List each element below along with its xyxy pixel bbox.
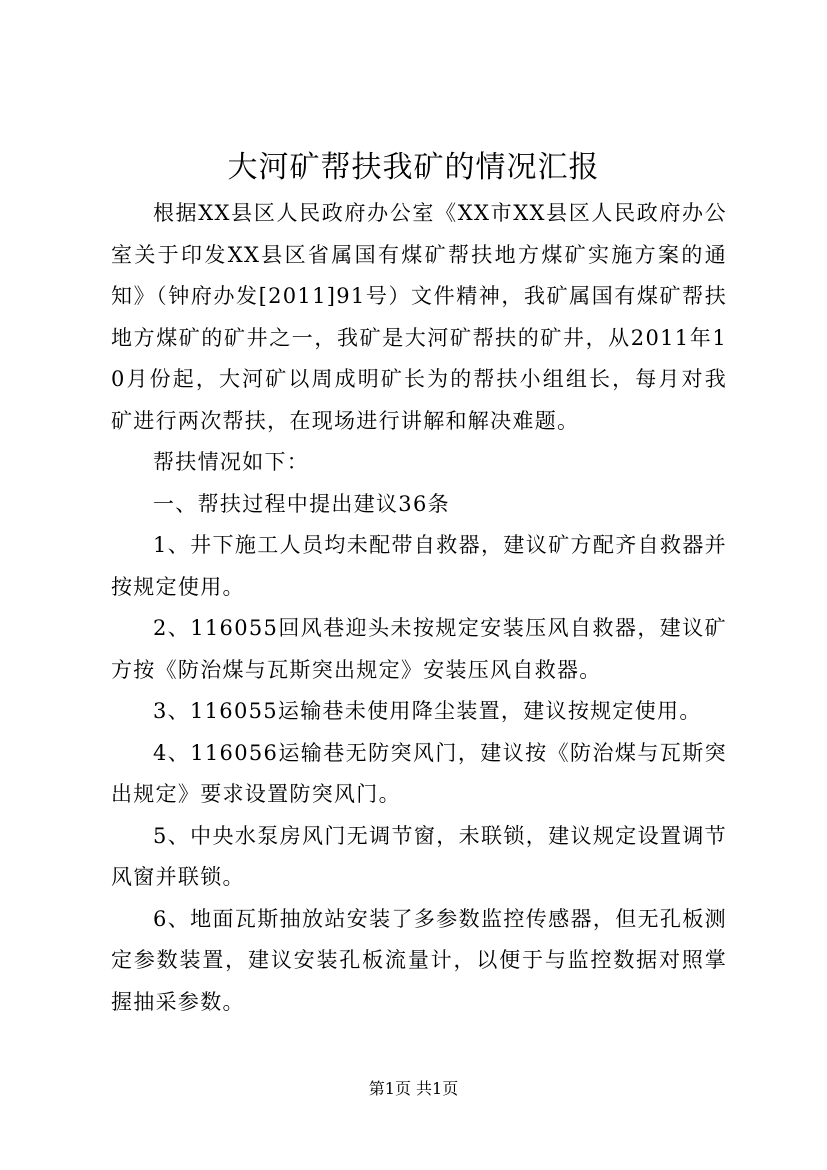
paragraph-item-2: 2、116055回风巷迎头未按规定安装压风自救器，建议矿方按《防治煤与瓦斯突出规定》安装压风自救器。: [111, 616, 727, 682]
page-title: 大河矿帮扶我矿的情况汇报: [227, 150, 600, 185]
paragraph-intro: 根据XX县区人民政府办公室《XX市XX县区人民政府办公室关于印发XX县区省属国有煤矿帮扶地方煤矿实施方案的通知》（钟府办发[2011]91号）文件精神，我矿属国有煤矿帮扶地方煤矿的矿井之一，我矿是大河矿帮扶的矿井，从2011年10月份起，大河矿以周成明矿长为的帮扶小组组长，每月对我矿进行两次帮扶，在现场进行讲解和解决难题。: [111, 201, 727, 433]
page-footer: 第1页 共1页: [368, 1079, 459, 1098]
paragraph-item-5: 5、中央水泵房风门无调节窗，未联锁，建议规定设置调节风窗并联锁。: [111, 823, 727, 889]
paragraph-item-1: 1、井下施工人员均未配带自救器，建议矿方配齐自救器并按规定使用。: [111, 533, 727, 599]
paragraph-situation-heading: 帮扶情况如下：: [153, 450, 310, 474]
paragraph-item-6: 6、地面瓦斯抽放站安装了多参数监控传感器，但无孔板测定参数装置，建议安装孔板流量计，以便于与监控数据对照掌握抽采参数。: [111, 906, 727, 1014]
document-body: [111, 193, 727, 1023]
paragraph-section-one: 一、帮扶过程中提出建议36条: [153, 491, 450, 516]
paragraph-item-3: 3、116055运输巷未使用降尘装置，建议按规定使用。: [153, 699, 702, 723]
paragraph-item-4: 4、116056运输巷无防突风门，建议按《防治煤与瓦斯突出规定》要求设置防突风门。: [111, 740, 727, 806]
